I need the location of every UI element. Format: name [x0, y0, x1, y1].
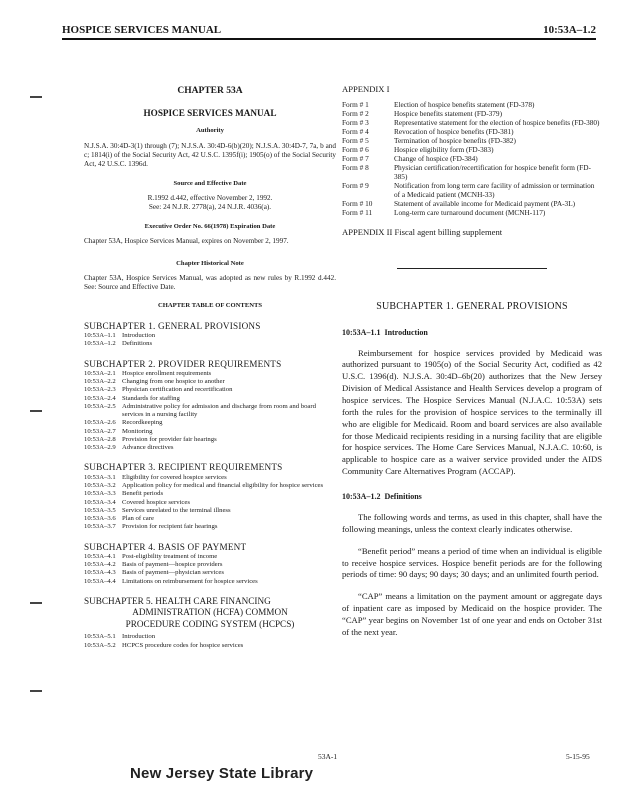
margin-mark [30, 602, 42, 604]
list-item [84, 378, 336, 386]
section-divider [397, 268, 547, 269]
toc-sub5-title-line1: SUBCHAPTER 5. HEALTH CARE FINANCING [84, 595, 271, 606]
item-number: 10:53A–3.7 [84, 523, 116, 531]
list-item [84, 419, 336, 427]
margin-mark [30, 690, 42, 692]
item-description: Notification from long term care facility of admission or termination of a Medicaid patient (MCNH-33) [394, 181, 595, 200]
definition-cap: “CAP” means a limitation on the payment amount or aggregate days of inpatient care as imposed by Medicaid on the hospice provider. The “CAP” year begins on November 1st of one year and ends on October 31st of the next year. [342, 591, 602, 637]
item-number: 10:53A–2.3 [84, 386, 116, 394]
item-number: 10:53A–4.3 [84, 569, 116, 577]
left-column [84, 56, 336, 650]
item-number: 10:53A–2.2 [84, 378, 116, 386]
list-item [84, 395, 336, 403]
list-item [84, 428, 336, 436]
toc-sub4-title: SUBCHAPTER 4. BASIS OF PAYMENT [84, 541, 247, 552]
item-number: Form # 4 [342, 126, 369, 136]
historical-note-heading: Chapter Historical Note [176, 260, 244, 268]
list-item [342, 109, 602, 118]
list-item [84, 569, 336, 577]
item-description: Physician certification and recertification [122, 386, 233, 394]
item-number: 10:53A–4.4 [84, 577, 116, 585]
toc-sub4-list [84, 553, 336, 586]
list-item [342, 181, 602, 199]
item-number: 10:53A–2.6 [84, 419, 116, 427]
list-item [84, 436, 336, 444]
item-description: Administrative policy for admission and discharge from room and board services in a nursing facility [122, 402, 316, 419]
item-number: Form # 1 [342, 99, 369, 109]
item-description: Benefit periods [122, 490, 164, 498]
appendix-1-heading: APPENDIX I [342, 84, 390, 94]
item-number: Form # 9 [342, 181, 369, 191]
definition-benefit-period: “Benefit period” means a period of time when an individual is eligible to receive hospice services. Hospice benefit periods are for the following periods of time: 90 days; 90 days; 30 days; and an unlimited fourth period. [342, 545, 602, 580]
toc-sub5-title-line2: ADMINISTRATION (HCFA) COMMON [132, 607, 288, 618]
item-number: 10:53A–2.5 [84, 402, 116, 410]
item-number: Form # 2 [342, 108, 369, 118]
item-number: 10:53A–4.2 [84, 561, 116, 569]
item-description: Services unrelated to the terminal illness [122, 506, 231, 514]
item-description: Hospice benefits statement (FD-379) [394, 108, 503, 118]
authority-text: N.J.S.A. 30:4D-3(1) through (7); N.J.S.A. 30:4D-6(b)(20); N.J.S.A. 30:4D-7, 7a, b and c; 1814(i) of the Social Security Act, 42 U.S.C. 1395f(i); 1905(o) of the Social Security Act, 42 U.S.C. 1396d. [84, 141, 336, 168]
item-description: Changing from one hospice to another [122, 378, 225, 386]
section-1-2-intro: The following words and terms, as used in this chapter, shall have the following meanings, unless the context clearly indicates otherwise. [342, 512, 602, 534]
item-number: Form # 11 [342, 208, 373, 218]
item-number: 10:53A–3.1 [84, 473, 116, 481]
header-title: HOSPICE SERVICES MANUAL [62, 24, 222, 36]
item-description: HCPCS procedure codes for hospice services [122, 641, 244, 649]
item-description: Physician certification/recertification for hospice benefit form (FD-385) [394, 163, 591, 182]
exec-order-heading: Executive Order No. 66(1978) Expiration Date [144, 222, 276, 230]
list-item [342, 145, 602, 154]
section-1-1-heading [342, 328, 602, 338]
list-item [84, 490, 336, 498]
list-item [84, 507, 336, 515]
item-description: Statement of available income for Medicaid payment (PA-3L) [394, 199, 576, 209]
list-item [84, 403, 336, 419]
library-stamp: New Jersey State Library [130, 765, 314, 782]
item-number: 10:53A–2.4 [84, 394, 116, 402]
item-description: Monitoring [122, 427, 153, 435]
toc-sub5-list [84, 633, 336, 649]
item-description: Termination of hospice benefits (FD-382) [394, 135, 516, 145]
section-1-1-title: Introduction [384, 327, 428, 337]
list-item [84, 633, 336, 641]
list-item [84, 332, 336, 340]
toc-sub1-list [84, 332, 336, 348]
list-item [342, 163, 602, 181]
right-column [342, 56, 602, 639]
item-description: Covered hospice services [122, 498, 190, 506]
list-item [84, 444, 336, 452]
toc-sub2-list [84, 370, 336, 452]
item-description: Limitations on reimbursement for hospice services [122, 577, 258, 585]
item-number: 10:53A–2.7 [84, 427, 116, 435]
list-item [84, 578, 336, 586]
toc-sub1-title: SUBCHAPTER 1. GENERAL PROVISIONS [84, 320, 261, 331]
margin-mark [30, 96, 42, 98]
item-description: Post-eligibility treatment of income [122, 553, 218, 560]
item-number: Form # 6 [342, 144, 369, 154]
list-item [84, 499, 336, 507]
item-number: 10:53A–3.5 [84, 506, 116, 514]
list-item [84, 386, 336, 394]
section-1-1-text: Reimbursement for hospice services provided by Medicaid was authorized pursuant to 1905(o) of the Social Security Act, codified as 42 U.S.C. 1396(d). N.J.S.A. 30:4D–6b(20) authorizes that the New Jersey Division of Medical Assistance and Health Services develop a program of hospice services. The Hospice Services Manual (N.J.A.C. 10:53A) sets forth the rules for the provision of hospice services to the terminally ill who are eligible for Medicaid. Room and board services are also available for those Medicaid recipients residing in a nursing facility that are eligible for hospice services. The Home Care Services Manual, N.J.A.C. 10:60, is applicable to hospice care as a waiver service provided under the AIDS Community Care Alternatives Program (ACCAP). [342, 347, 602, 477]
list-item [342, 118, 602, 127]
item-number: Form # 8 [342, 163, 369, 173]
page-date: 5-15-95 [566, 752, 590, 761]
historical-note-text: Chapter 53A, Hospice Services Manual, was adopted as new rules by R.1992 d.442. See: Source and Effective Date. [84, 274, 336, 292]
item-description: Introduction [122, 633, 156, 641]
toc-sub2-title: SUBCHAPTER 2. PROVIDER REQUIREMENTS [84, 358, 282, 369]
item-description: Eligibility for covered hospice services [122, 473, 227, 481]
item-description: Definitions [122, 340, 153, 348]
item-number: 10:53A–5.1 [84, 633, 116, 641]
list-item [84, 370, 336, 378]
chapter-number: CHAPTER 53A [177, 86, 243, 96]
list-item [84, 340, 336, 348]
source-line-1: R.1992 d.442, effective November 2, 1992. [147, 193, 273, 202]
list-item [342, 136, 602, 145]
list-item [84, 515, 336, 523]
list-item [84, 553, 336, 561]
section-1-1-number: 10:53A–1.1 [342, 327, 381, 337]
section-1-2-number: 10:53A–1.2 [342, 492, 381, 502]
item-description: Basis of payment—hospice providers [122, 561, 223, 569]
list-item [84, 561, 336, 569]
toc-heading: CHAPTER TABLE OF CONTENTS [157, 302, 263, 310]
toc-sub5-title-line3: PROCEDURE CODING SYSTEM (HCPCS) [125, 618, 295, 629]
item-number: Form # 3 [342, 117, 369, 127]
toc-sub3-title: SUBCHAPTER 3. RECIPIENT REQUIREMENTS [84, 462, 283, 473]
item-number: 10:53A–3.3 [84, 490, 116, 498]
chapter-title: HOSPICE SERVICES MANUAL [143, 107, 277, 118]
item-number: 10:53A–2.8 [84, 435, 116, 443]
item-description: Application policy for medical and financial eligibility for hospice services [122, 482, 324, 490]
item-number: 10:53A–3.6 [84, 515, 116, 523]
page-number: 53A-1 [318, 752, 338, 761]
item-description: Representative statement for the election of hospice benefits (FD-380) [394, 117, 600, 127]
item-number: 10:53A–3.4 [84, 498, 116, 506]
margin-mark [30, 410, 42, 412]
item-description: Basis of payment—physician services [122, 569, 224, 577]
list-item [342, 199, 602, 208]
item-description: Advance directives [122, 444, 174, 452]
item-description: Recordkeeping [122, 419, 163, 427]
section-1-2-title: Definitions [384, 492, 422, 502]
list-item [84, 482, 336, 490]
item-number: 10:53A–3.2 [84, 482, 116, 490]
section-1-2-heading [342, 492, 602, 502]
forms-list [342, 100, 602, 218]
item-description: Hospice enrollment requirements [122, 370, 212, 378]
item-description: Change of hospice (FD-384) [394, 154, 478, 164]
item-number: 10:53A–2.1 [84, 370, 116, 378]
running-header [62, 22, 596, 40]
list-item [84, 474, 336, 482]
appendix-2-heading: APPENDIX II Fiscal agent billing supplement [342, 227, 503, 238]
header-section: 10:53A–1.2 [543, 24, 596, 36]
item-number: 10:53A–2.9 [84, 444, 116, 452]
item-description: Standards for staffing [122, 394, 180, 402]
source-heading: Source and Effective Date [173, 179, 247, 187]
item-description: Provision for recipient fair hearings [122, 523, 218, 531]
item-description: Provision for provider fair hearings [122, 435, 217, 443]
toc-sub5-title [84, 596, 336, 631]
list-item [342, 127, 602, 136]
item-number: 10:53A–1.1 [84, 332, 116, 340]
item-number: Form # 7 [342, 154, 369, 164]
subchapter-1-heading: SUBCHAPTER 1. GENERAL PROVISIONS [376, 301, 568, 313]
source-line-2: See: 24 N.J.R. 2778(a), 24 N.J.R. 4036(a). [148, 202, 272, 211]
list-item [84, 642, 336, 650]
list-item [342, 154, 602, 163]
item-description: Plan of care [122, 515, 154, 523]
item-description: Long-term care turnaround document (MCNH-117) [394, 208, 546, 218]
authority-heading: Authority [196, 127, 224, 135]
item-description: Revocation of hospice benefits (FD-381) [394, 126, 514, 136]
item-description: Election of hospice benefits statement (FD-378) [394, 99, 535, 109]
item-number: Form # 5 [342, 135, 369, 145]
list-item [342, 100, 602, 109]
item-description: Hospice eligibility form (FD-383) [394, 144, 494, 154]
toc-sub3-list [84, 474, 336, 532]
item-number: 10:53A–1.2 [84, 340, 116, 348]
list-item [84, 523, 336, 531]
list-item [342, 208, 602, 217]
exec-order-text: Chapter 53A, Hospice Services Manual, expires on November 2, 1997. [84, 237, 289, 246]
item-number: 10:53A–5.2 [84, 641, 116, 649]
item-number: Form # 10 [342, 199, 373, 209]
item-description: Introduction [122, 332, 156, 340]
item-number: 10:53A–4.1 [84, 553, 116, 560]
